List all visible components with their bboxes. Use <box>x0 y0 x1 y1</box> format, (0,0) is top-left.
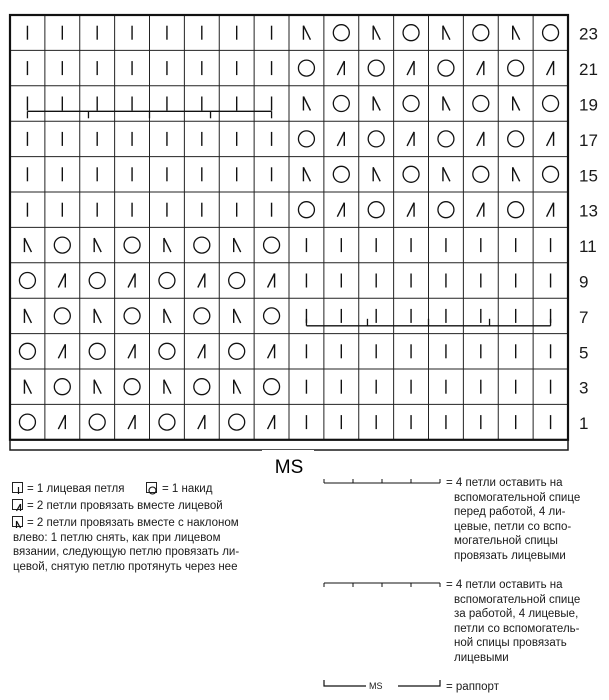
yarn-over-icon <box>438 202 454 218</box>
yarn-over-icon <box>194 379 210 395</box>
ssk-icon <box>513 97 520 111</box>
k2tog-icon <box>547 203 554 217</box>
ssk-key-text: = 2 петли провязать вместе с наклоном влево: 1 петлю снять, как при лицевом вязании, следующую петлю провязать ли- цевой, снятую петлю протянуть через нее <box>13 517 240 573</box>
k2tog-icon <box>58 274 65 288</box>
yarn-over-icon <box>159 273 175 289</box>
yarn-over-icon <box>543 96 559 112</box>
yarn-over-icon <box>19 414 35 430</box>
ssk-icon <box>234 309 241 323</box>
row-number: 15 <box>579 166 598 186</box>
ssk-icon <box>303 97 310 111</box>
k2tog-icon <box>337 203 344 217</box>
k2tog-icon <box>58 415 65 429</box>
ssk-icon <box>24 238 31 252</box>
yarn-over-icon <box>508 60 524 76</box>
yarn-over-icon <box>298 131 314 147</box>
ssk-icon <box>443 167 450 181</box>
k2tog-icon <box>268 415 275 429</box>
yarn-over-icon <box>194 308 210 324</box>
ssk-key-icon <box>12 516 23 527</box>
yarn-over-icon <box>159 414 175 430</box>
yarn-over-icon <box>89 343 105 359</box>
yarn-over-icon <box>543 166 559 182</box>
cable-front-key-text: = 4 петли оставить на вспомогательной спице за работой, 4 лицевые, петли со вспомогатель- ной спицы провязать лицевыми <box>446 579 581 664</box>
ssk-icon <box>164 380 171 394</box>
yarn-over-icon <box>19 273 35 289</box>
yarn-over-icon <box>403 96 419 112</box>
k2tog-icon <box>198 415 205 429</box>
yarn-over-icon <box>333 166 349 182</box>
ssk-icon <box>164 309 171 323</box>
ssk-icon <box>234 238 241 252</box>
cable-back-key-icon <box>322 476 442 486</box>
ssk-icon <box>373 167 380 181</box>
k2tog-icon <box>477 61 484 75</box>
yarn-over-icon <box>194 237 210 253</box>
ssk-icon <box>24 380 31 394</box>
yarn-over-icon <box>19 343 35 359</box>
knit-key-text: = 1 лицевая петля <box>27 483 125 495</box>
yarn-over-icon <box>333 96 349 112</box>
yarn-over-icon <box>473 96 489 112</box>
yarn-over-icon <box>54 308 70 324</box>
rapport-key-ms: MS <box>369 681 383 691</box>
yarn-over-icon <box>473 25 489 41</box>
yarn-over-icon <box>543 25 559 41</box>
ssk-icon <box>373 97 380 111</box>
row-number: 21 <box>579 60 598 80</box>
yarn-over-icon <box>89 273 105 289</box>
yarn-over-icon <box>368 60 384 76</box>
row-number: 13 <box>579 201 598 221</box>
yarn-over-icon <box>473 166 489 182</box>
k2tog-icon <box>198 344 205 358</box>
ssk-icon <box>303 167 310 181</box>
k2tog-icon <box>58 344 65 358</box>
ssk-icon <box>24 309 31 323</box>
k2tog-icon <box>547 61 554 75</box>
row-number: 9 <box>579 272 589 292</box>
yarn-over-icon <box>264 379 280 395</box>
ssk-icon <box>443 97 450 111</box>
yarn-over-icon <box>508 131 524 147</box>
chart-grid <box>10 15 568 440</box>
k2tog-icon <box>268 344 275 358</box>
cable-cross-icon <box>306 319 550 326</box>
yarn-over-key-icon <box>146 482 157 493</box>
ssk-icon <box>94 238 101 252</box>
row-number: 1 <box>579 414 589 434</box>
ssk-icon <box>373 26 380 40</box>
ssk-icon <box>94 380 101 394</box>
yarn-over-icon <box>403 166 419 182</box>
yarn-over-icon <box>508 202 524 218</box>
ssk-icon <box>513 167 520 181</box>
k2tog-icon <box>128 344 135 358</box>
yarn-over-icon <box>403 25 419 41</box>
cable-back-key-text: = 4 петли оставить на вспомогательной спице перед работой, 4 ли- цевые, петли со вспо- могательной спицы провязать лицевыми <box>446 477 581 562</box>
k2tog-icon <box>128 415 135 429</box>
k2tog-icon <box>337 132 344 146</box>
yarn-over-icon <box>54 237 70 253</box>
yarn-over-icon <box>368 202 384 218</box>
row-labels <box>579 25 598 433</box>
yarn-over-icon <box>438 60 454 76</box>
k2tog-icon <box>407 203 414 217</box>
rapport-bracket <box>10 440 568 478</box>
ssk-icon <box>303 26 310 40</box>
k2tog-icon <box>477 203 484 217</box>
yarn-over-icon <box>298 60 314 76</box>
yarn-over-icon <box>159 343 175 359</box>
row-number: 11 <box>579 237 597 257</box>
yarn-over-icon <box>229 273 245 289</box>
k2tog-key-icon <box>12 499 23 510</box>
rapport-label: MS <box>274 457 304 478</box>
yarn-over-icon <box>438 131 454 147</box>
rapport-key-text: = раппорт <box>446 681 499 693</box>
ssk-icon <box>443 26 450 40</box>
row-number: 5 <box>579 343 589 363</box>
yarn-over-key-text: = 1 накид <box>162 483 213 495</box>
yarn-over-icon <box>89 414 105 430</box>
row-number: 3 <box>579 378 589 398</box>
yarn-over-icon <box>229 414 245 430</box>
k2tog-key-text: = 2 петли провязать вместе лицевой <box>27 500 223 512</box>
k2tog-icon <box>407 61 414 75</box>
k2tog-icon <box>547 132 554 146</box>
cable-front-key-icon <box>322 580 442 590</box>
yarn-over-icon <box>124 237 140 253</box>
row-number: 7 <box>579 307 589 327</box>
yarn-over-icon <box>333 25 349 41</box>
k2tog-icon <box>477 132 484 146</box>
k2tog-icon <box>337 61 344 75</box>
row-number: 19 <box>579 95 598 115</box>
yarn-over-icon <box>368 131 384 147</box>
k2tog-icon <box>128 274 135 288</box>
yarn-over-icon <box>264 237 280 253</box>
yarn-over-icon <box>298 202 314 218</box>
yarn-over-icon <box>264 308 280 324</box>
yarn-over-icon <box>124 379 140 395</box>
row-number: 23 <box>579 24 598 44</box>
k2tog-icon <box>268 274 275 288</box>
k2tog-icon <box>407 132 414 146</box>
ssk-icon <box>234 380 241 394</box>
cable-cross-icon <box>27 111 271 118</box>
ssk-icon <box>94 309 101 323</box>
knit-key-icon <box>12 482 23 493</box>
yarn-over-icon <box>54 379 70 395</box>
row-number: 17 <box>579 130 598 150</box>
yarn-over-icon <box>124 308 140 324</box>
ssk-icon <box>164 238 171 252</box>
ssk-icon <box>513 26 520 40</box>
k2tog-icon <box>198 274 205 288</box>
yarn-over-icon <box>229 343 245 359</box>
